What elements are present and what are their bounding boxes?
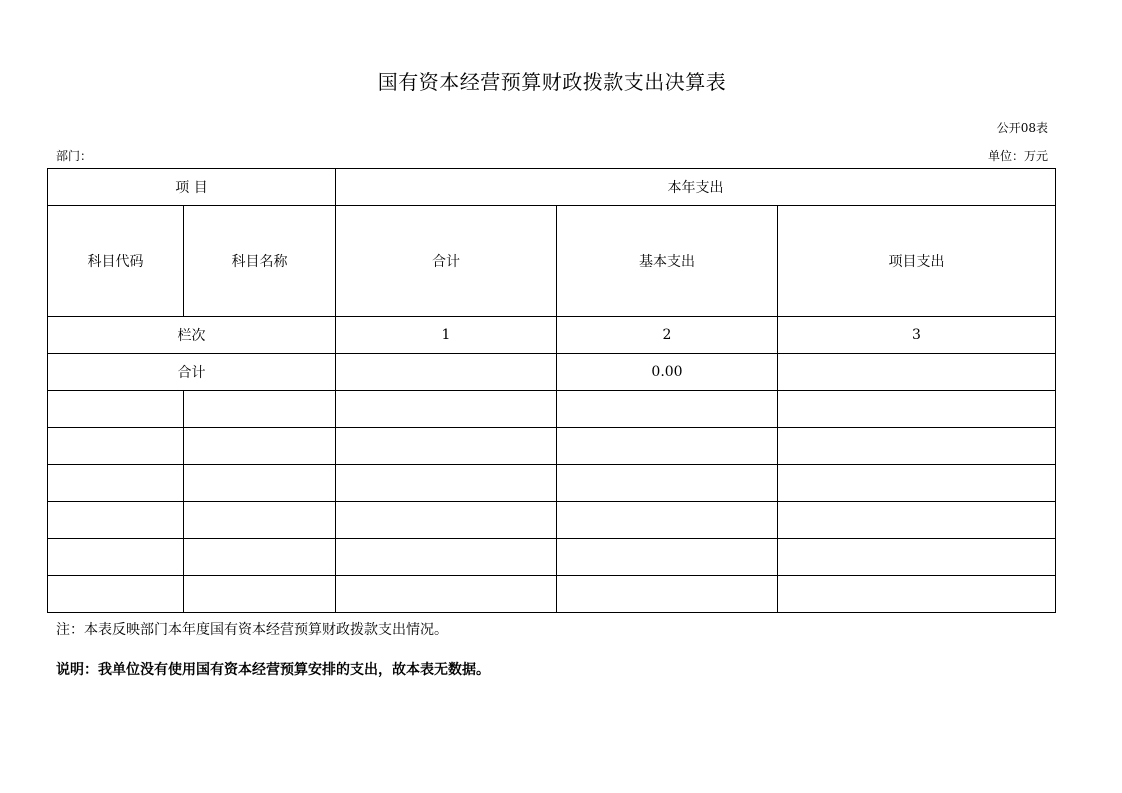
header-subject-name: 科目名称 bbox=[184, 206, 336, 317]
table-cell bbox=[48, 502, 184, 539]
table-cell bbox=[336, 428, 557, 465]
table-row bbox=[48, 576, 1056, 613]
table-cell bbox=[557, 428, 778, 465]
expenditure-table bbox=[47, 168, 1056, 613]
table-cell bbox=[48, 576, 184, 613]
header-project-expenditure: 项目支出 bbox=[778, 206, 1056, 317]
table-cell bbox=[557, 502, 778, 539]
table-cell bbox=[184, 465, 336, 502]
header-row-1 bbox=[48, 169, 1056, 206]
header-total: 合计 bbox=[336, 206, 557, 317]
table-row bbox=[48, 391, 1056, 428]
table-cell bbox=[336, 391, 557, 428]
header-subject-code: 科目代码 bbox=[48, 206, 184, 317]
table-note: 注：本表反映部门本年度国有资本经营预算财政拨款支出情况。 bbox=[56, 622, 448, 638]
total-row-total bbox=[336, 354, 557, 391]
column-index-3: 3 bbox=[778, 317, 1056, 354]
table-number: 公开08表 bbox=[996, 121, 1048, 135]
table-cell bbox=[48, 428, 184, 465]
header-current-year-expenditure: 本年支出 bbox=[336, 169, 1056, 206]
header-row-2 bbox=[48, 206, 1056, 317]
department-label: 部门： bbox=[56, 149, 93, 163]
header-item: 项 目 bbox=[48, 169, 336, 206]
table-cell bbox=[184, 391, 336, 428]
header-basic-expenditure: 基本支出 bbox=[557, 206, 778, 317]
table-cell bbox=[778, 539, 1056, 576]
table-row bbox=[48, 502, 1056, 539]
table-cell bbox=[48, 539, 184, 576]
table-cell bbox=[184, 502, 336, 539]
table-row bbox=[48, 428, 1056, 465]
table-cell bbox=[778, 576, 1056, 613]
table-cell bbox=[184, 539, 336, 576]
total-row bbox=[48, 354, 1056, 391]
table-cell bbox=[336, 576, 557, 613]
explanation-text: 说明：我单位没有使用国有资本经营预算安排的支出，故本表无数据。 bbox=[56, 662, 490, 678]
table-cell bbox=[778, 391, 1056, 428]
column-index-label: 栏次 bbox=[48, 317, 336, 354]
table-cell bbox=[778, 465, 1056, 502]
unit-label: 单位：万元 bbox=[987, 149, 1048, 163]
page-title: 国有资本经营预算财政拨款支出决算表 bbox=[377, 70, 727, 94]
table-cell bbox=[557, 391, 778, 428]
total-row-project bbox=[778, 354, 1056, 391]
table-cell bbox=[184, 576, 336, 613]
table-cell bbox=[778, 428, 1056, 465]
table-cell bbox=[48, 465, 184, 502]
table-cell bbox=[557, 465, 778, 502]
table-cell bbox=[184, 428, 336, 465]
table-row bbox=[48, 539, 1056, 576]
table-cell bbox=[557, 539, 778, 576]
total-row-label: 合计 bbox=[48, 354, 336, 391]
table-row bbox=[48, 465, 1056, 502]
table-cell bbox=[336, 502, 557, 539]
column-index-2: 2 bbox=[557, 317, 778, 354]
table-cell bbox=[336, 539, 557, 576]
table-cell bbox=[336, 465, 557, 502]
table-cell bbox=[48, 391, 184, 428]
column-index-row bbox=[48, 317, 1056, 354]
table-cell bbox=[557, 576, 778, 613]
table-cell bbox=[778, 502, 1056, 539]
column-index-1: 1 bbox=[336, 317, 557, 354]
total-row-basic: 0.00 bbox=[557, 354, 778, 391]
